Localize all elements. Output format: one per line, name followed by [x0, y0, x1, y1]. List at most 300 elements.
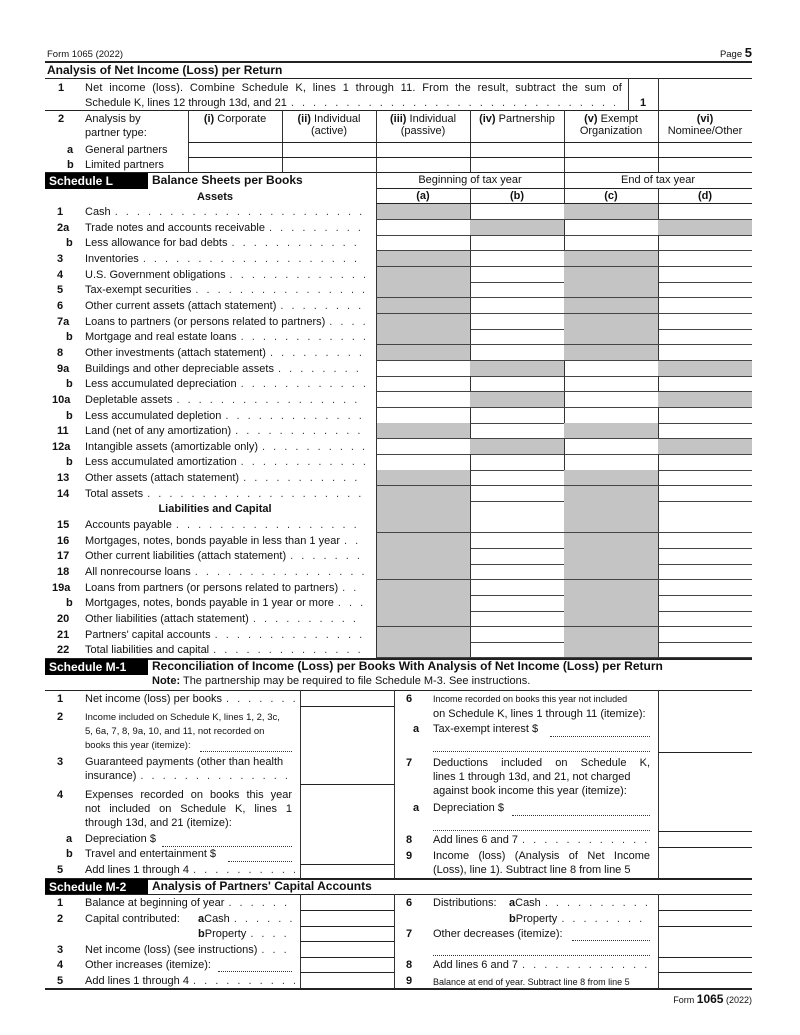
- line-number: a: [66, 833, 73, 845]
- line-number: 7a: [57, 315, 70, 328]
- amount-field[interactable]: [659, 753, 752, 831]
- m2-line1-text: Balance at beginning of year: [85, 897, 225, 909]
- amount-field[interactable]: [301, 707, 394, 784]
- line-number: 19a: [52, 581, 71, 594]
- partner-type-label: [282, 113, 376, 125]
- itemize-field[interactable]: [572, 940, 650, 941]
- schedule-l-row-label-text: Cash: [85, 206, 111, 218]
- balance-cell-b[interactable]: [470, 642, 565, 658]
- depreciation-field[interactable]: [512, 815, 650, 816]
- m1-line6: on Schedule K, lines 1 through 11 (itemize):: [433, 708, 646, 720]
- amount-field[interactable]: [301, 895, 394, 910]
- balance-cell-b: [470, 361, 565, 377]
- m1-depreciation-label: Depreciation $: [85, 833, 156, 845]
- amount-field[interactable]: [301, 973, 394, 988]
- dot-leader: [231, 237, 365, 250]
- dot-leader: [193, 975, 295, 988]
- balance-cell-d[interactable]: [658, 282, 752, 298]
- line-number: 6: [57, 299, 64, 312]
- m1-line7: against book income this year (itemize):: [433, 785, 627, 797]
- m2-line2b: [198, 928, 295, 941]
- balance-cell-d[interactable]: [658, 251, 752, 267]
- balance-cell-d: [658, 439, 752, 455]
- limited-partners-field[interactable]: [283, 158, 376, 172]
- balance-cell-c: [564, 548, 659, 564]
- schedule-m2-badge: Schedule M-2: [45, 879, 148, 895]
- dot-leader: [253, 613, 365, 626]
- m2-line6a: [509, 897, 650, 910]
- balance-cell-a: [376, 501, 471, 517]
- balance-cell-d: [658, 220, 752, 236]
- line-number: 5: [57, 864, 64, 876]
- m1-line1-text: Net income (loss) per books: [85, 693, 222, 705]
- schedule-l-row-label: [85, 488, 365, 501]
- balance-cell-d[interactable]: [658, 580, 752, 596]
- balance-cell-d[interactable]: [658, 298, 752, 314]
- schedule-l-row-label: [85, 644, 365, 657]
- schedule-l-row-label-text: Less accumulated depreciation: [85, 378, 237, 391]
- balance-cell-b: [470, 392, 565, 408]
- schedule-l-row-label-text: Partners' capital accounts: [85, 628, 211, 641]
- amount-field[interactable]: [301, 785, 394, 864]
- dot-leader: [280, 300, 365, 313]
- line1-text: Net income (loss). Combine Schedule K, lines 1 through 11. From the result, subtract the sum of: [85, 82, 622, 94]
- limited-partners-field[interactable]: [471, 158, 564, 172]
- balance-cell-b[interactable]: [470, 314, 565, 330]
- m1-line2: books this year (itemize):: [85, 740, 191, 751]
- balance-cell-b[interactable]: [470, 595, 565, 611]
- m1-line1: [85, 693, 295, 706]
- divider: [45, 690, 752, 691]
- divider: [394, 690, 395, 878]
- line-number: b: [66, 848, 73, 860]
- partner-type-header: [564, 113, 658, 137]
- dot-leader: [522, 959, 650, 972]
- line1-box-label: 1: [640, 97, 647, 109]
- line-number: a: [413, 723, 420, 735]
- schedule-l-row-label-text: Loans from partners (or persons related to partners): [85, 581, 339, 594]
- balance-cell-d[interactable]: [658, 486, 752, 502]
- amount-field[interactable]: [301, 691, 394, 706]
- amount-field[interactable]: [659, 691, 752, 752]
- roman-numeral: (i): [203, 113, 215, 125]
- balance-cell-c[interactable]: [564, 439, 659, 455]
- line2-label: Analysis by: [85, 113, 141, 125]
- schedule-m1-badge: Schedule M-1: [45, 659, 148, 675]
- schedule-l-row-label: [85, 206, 365, 219]
- balance-cell-b[interactable]: [470, 533, 565, 549]
- dot-leader: [329, 316, 365, 329]
- divider: [564, 172, 565, 188]
- amount-field[interactable]: [659, 973, 752, 988]
- m1-line3-b: [85, 770, 295, 783]
- dot-leader: [522, 834, 650, 847]
- schedule-l-row-label: [85, 519, 365, 532]
- m1-line3-b-text: insurance): [85, 770, 137, 782]
- dot-leader: [230, 269, 365, 282]
- m1-line9: (Loss), line 1). Subtract line 8 from line 5: [433, 864, 631, 876]
- dot-leader: [344, 535, 365, 548]
- dot-leader: [241, 378, 365, 391]
- m2-line4: Other increases (itemize):: [85, 959, 211, 971]
- dot-leader: [241, 456, 365, 469]
- balance-cell-d[interactable]: [658, 314, 752, 330]
- balance-cell-a: [376, 423, 471, 439]
- schedule-l-row-label-text: Mortgages, notes, bonds payable in 1 year or more: [85, 597, 334, 610]
- label: Corporate: [217, 113, 267, 125]
- m1-line8-text: Add lines 6 and 7: [433, 834, 519, 846]
- dot-leader: [342, 582, 365, 595]
- footer-form-label: [673, 993, 752, 1007]
- amount-field[interactable]: [659, 848, 752, 878]
- line-number: 2: [57, 913, 64, 925]
- line-number: 22: [57, 644, 70, 657]
- balance-cell-b[interactable]: [470, 517, 565, 533]
- dot-leader: [235, 425, 365, 438]
- balance-cell-d[interactable]: [658, 204, 752, 220]
- page-number-value: 5: [744, 45, 752, 60]
- balance-cell-d[interactable]: [658, 454, 752, 470]
- divider: [188, 142, 752, 143]
- general-partners-field[interactable]: [565, 143, 658, 157]
- divider: [45, 78, 752, 79]
- balance-cell-a: [376, 595, 471, 611]
- balance-cell-d[interactable]: [658, 548, 752, 564]
- balance-cell-b[interactable]: [470, 408, 565, 424]
- schedule-m1-note: [152, 675, 530, 688]
- line-number: 21: [57, 628, 70, 641]
- roman-numeral: (iv): [479, 113, 496, 125]
- line-letter: b: [67, 159, 74, 171]
- balance-cell-b[interactable]: [470, 329, 565, 345]
- balance-cell-b[interactable]: [470, 298, 565, 314]
- beginning-of-year-label: Beginning of tax year: [418, 174, 522, 186]
- divider: [376, 188, 377, 204]
- balance-cell-a[interactable]: [376, 392, 471, 408]
- itemize-line[interactable]: [433, 955, 650, 956]
- balance-cell-d[interactable]: [658, 267, 752, 283]
- balance-cell-b[interactable]: [470, 235, 565, 251]
- label: Individual: [409, 113, 457, 125]
- tax-exempt-field[interactable]: [550, 736, 650, 737]
- line-number: 1: [57, 693, 64, 705]
- line-number: 8: [406, 834, 413, 846]
- label: Exempt: [600, 113, 638, 125]
- schedule-l-row-label-text: Trade notes and accounts receivable: [85, 221, 265, 234]
- balance-cell-b[interactable]: [470, 345, 565, 361]
- balance-cell-d[interactable]: [658, 564, 752, 580]
- dot-leader: [290, 550, 365, 563]
- m1-line4: not included on Schedule K, lines 1: [85, 803, 292, 815]
- dot-leader: [243, 472, 365, 485]
- schedule-l-row-label-text: Less allowance for bad debts: [85, 237, 228, 250]
- m1-line4: through 13d, and 21 (itemize):: [85, 817, 232, 829]
- schedule-l-row-label-text: Mortgages, notes, bonds payable in less than 1 year: [85, 534, 340, 547]
- balance-cell-c[interactable]: [564, 392, 659, 408]
- balance-cell-d[interactable]: [658, 423, 752, 439]
- balance-cell-b[interactable]: [470, 548, 565, 564]
- balance-cell-c: [564, 533, 659, 549]
- m2-line3: [85, 944, 295, 957]
- balance-cell-d[interactable]: [658, 642, 752, 658]
- line-number: b: [66, 378, 73, 391]
- general-partners-field[interactable]: [283, 143, 376, 157]
- schedule-l-row-label: [85, 613, 365, 626]
- limited-partners-label: Limited partners: [85, 159, 164, 171]
- dot-leader: [193, 864, 295, 877]
- schedule-l-row-label: [85, 378, 365, 391]
- limited-partners-field[interactable]: [565, 158, 658, 172]
- balance-cell-d[interactable]: [658, 611, 752, 627]
- amount-field[interactable]: [659, 911, 752, 926]
- m2-line7: Other decreases (itemize):: [433, 928, 563, 940]
- balance-cell-b[interactable]: [470, 267, 565, 283]
- general-partners-field[interactable]: [189, 143, 282, 157]
- partner-type-header: [470, 113, 564, 125]
- schedule-l-title: Balance Sheets per Books: [152, 173, 303, 187]
- balance-cell-d[interactable]: [658, 595, 752, 611]
- schedule-l-row-label-text: Inventories: [85, 252, 139, 265]
- schedule-l-row-label: [85, 394, 365, 407]
- line-number: 18: [57, 566, 70, 579]
- balance-cell-c[interactable]: [564, 408, 659, 424]
- schedule-m2-title: Analysis of Partners' Capital Accounts: [152, 879, 372, 893]
- divider: [628, 78, 629, 110]
- line-number: 7: [406, 928, 413, 940]
- line-number: 7: [406, 757, 413, 769]
- dot-leader: [545, 897, 650, 910]
- balance-cell-b[interactable]: [470, 611, 565, 627]
- dot-leader: [215, 629, 365, 642]
- balance-cell-b[interactable]: [470, 564, 565, 580]
- balance-cell-a[interactable]: [376, 454, 471, 470]
- dot-leader: [261, 944, 295, 957]
- balance-cell-c: [564, 282, 659, 298]
- balance-cell-a: [376, 251, 471, 267]
- schedule-l-row-label: [85, 331, 365, 344]
- schedule-l-row-label-text: Mortgage and real estate loans: [85, 331, 237, 344]
- col-a-header: (a): [416, 190, 430, 202]
- amount-field[interactable]: [659, 895, 752, 910]
- label-line-2: Organization: [579, 125, 643, 137]
- balance-cell-a: [376, 282, 471, 298]
- dot-leader: [143, 253, 365, 266]
- itemize-line[interactable]: [200, 751, 292, 752]
- balance-cell-a: [376, 345, 471, 361]
- balance-cell-b[interactable]: [470, 423, 565, 439]
- balance-cell-d[interactable]: [658, 329, 752, 345]
- note-label: Note:: [152, 675, 181, 687]
- balance-cell-b[interactable]: [470, 501, 565, 517]
- liabilities-header: Liabilities and Capital: [158, 503, 272, 516]
- balance-cell-c: [564, 580, 659, 596]
- balance-cell-c: [564, 298, 659, 314]
- schedule-l-row-label-text: Accounts payable: [85, 519, 172, 532]
- balance-cell-b[interactable]: [470, 627, 565, 643]
- balance-cell-c: [564, 251, 659, 267]
- roman-numeral: (ii): [297, 113, 311, 125]
- balance-cell-d[interactable]: [658, 235, 752, 251]
- m1-line7: Deductions included on Schedule K,: [433, 757, 650, 769]
- m1-tax-exempt-label: Tax-exempt interest $: [433, 723, 539, 735]
- balance-cell-a[interactable]: [376, 220, 471, 236]
- balance-cell-b[interactable]: [470, 204, 565, 220]
- balance-cell-b[interactable]: [470, 376, 565, 392]
- line-number: b: [66, 456, 73, 469]
- schedule-l-row-label: [85, 472, 365, 485]
- m2-line3-text: Net income (loss) (see instructions): [85, 944, 258, 956]
- dot-leader: [176, 519, 365, 532]
- general-partners-field[interactable]: [471, 143, 564, 157]
- amount-field[interactable]: [301, 927, 394, 941]
- balance-cell-a[interactable]: [376, 439, 471, 455]
- balance-cell-b[interactable]: [470, 486, 565, 502]
- m2-line6-label: Distributions:: [433, 897, 497, 909]
- balance-cell-c: [564, 595, 659, 611]
- schedule-l-row-label-text: Less accumulated amortization: [85, 456, 237, 469]
- balance-cell-c[interactable]: [564, 454, 659, 470]
- limited-partners-field[interactable]: [659, 158, 752, 172]
- schedule-l-row-label: [85, 410, 365, 423]
- m1-line6: Income recorded on books this year not included: [433, 694, 628, 704]
- line-number: 9a: [57, 362, 70, 375]
- line1-net-income-field[interactable]: [659, 79, 752, 110]
- divider: [394, 894, 395, 988]
- partner-type-label: [376, 113, 470, 125]
- balance-cell-b[interactable]: [470, 470, 565, 486]
- balance-cell-a[interactable]: [376, 376, 471, 392]
- m1-line8: [433, 834, 650, 847]
- divider: [188, 157, 752, 158]
- schedule-l-row-label: [85, 550, 365, 563]
- schedule-l-row-label: [85, 269, 365, 282]
- balance-cell-a: [376, 533, 471, 549]
- balance-cell-d[interactable]: [658, 470, 752, 486]
- dot-leader: [250, 928, 295, 941]
- m2-line6b-text: Property: [515, 913, 558, 925]
- amount-field[interactable]: [301, 958, 394, 972]
- dot-leader: [262, 441, 365, 454]
- balance-cell-c[interactable]: [564, 376, 659, 392]
- schedule-l-row-label: [85, 237, 365, 250]
- m2-line1: [85, 897, 295, 910]
- m1-line5: [85, 864, 295, 877]
- balance-cell-c: [564, 564, 659, 580]
- balance-cell-a[interactable]: [376, 235, 471, 251]
- m2-line2a: [198, 913, 295, 926]
- balance-cell-a: [376, 611, 471, 627]
- partner-type-label: [564, 113, 658, 125]
- partner-type-header: [188, 113, 282, 125]
- line-number: b: [66, 331, 73, 344]
- balance-cell-d[interactable]: [658, 408, 752, 424]
- balance-cell-a: [376, 486, 471, 502]
- balance-cell-a[interactable]: [376, 361, 471, 377]
- dot-leader: [115, 206, 365, 219]
- line1-text-b: Schedule K, lines 12 through 13d, and 21: [85, 97, 287, 109]
- balance-cell-b: [470, 439, 565, 455]
- roman-numeral: (v): [584, 113, 598, 125]
- line-number: 9: [406, 975, 413, 987]
- balance-cell-a[interactable]: [376, 408, 471, 424]
- limited-partners-field[interactable]: [189, 158, 282, 172]
- balance-cell-b[interactable]: [470, 580, 565, 596]
- balance-cell-c: [564, 627, 659, 643]
- balance-cell-d[interactable]: [658, 533, 752, 549]
- general-partners-field[interactable]: [659, 143, 752, 157]
- itemize-line[interactable]: [433, 751, 650, 752]
- limited-partners-field[interactable]: [377, 158, 470, 172]
- balance-cell-a: [376, 298, 471, 314]
- label: Individual: [314, 113, 361, 125]
- line-letter: b: [509, 913, 516, 925]
- line-letter: a: [67, 144, 74, 156]
- amount-field[interactable]: [659, 927, 752, 957]
- line-number: 2: [58, 113, 65, 125]
- m1-line2: Income included on Schedule K, lines 1, 2, 3c,: [85, 712, 280, 723]
- line-number: 4: [57, 959, 64, 971]
- balance-cell-b[interactable]: [470, 454, 565, 470]
- divider: [376, 172, 377, 188]
- dot-leader: [195, 284, 365, 297]
- line-number: 9: [406, 850, 413, 862]
- amount-field[interactable]: [659, 958, 752, 972]
- line-number: 1: [57, 897, 64, 909]
- line-number: 17: [57, 550, 70, 563]
- amount-field[interactable]: [659, 832, 752, 847]
- balance-cell-c[interactable]: [564, 235, 659, 251]
- travel-field[interactable]: [228, 861, 292, 862]
- general-partners-field[interactable]: [377, 143, 470, 157]
- dot-leader: [225, 410, 365, 423]
- amount-field[interactable]: [301, 911, 394, 926]
- balance-cell-a: [376, 314, 471, 330]
- m2-line6b: [509, 913, 650, 926]
- balance-cell-b[interactable]: [470, 251, 565, 267]
- balance-cell-a: [376, 329, 471, 345]
- m1-line5-text: Add lines 1 through 4: [85, 864, 189, 876]
- m1-line9: Income (loss) (Analysis of Net Income: [433, 850, 650, 862]
- balance-cell-b[interactable]: [470, 282, 565, 298]
- dot-leader: [278, 363, 365, 376]
- balance-cell-d[interactable]: [658, 345, 752, 361]
- schedule-l-row-label: [85, 535, 365, 548]
- itemize-line[interactable]: [433, 830, 650, 831]
- depreciation-field[interactable]: [162, 846, 292, 847]
- schedule-l-row-label-text: Total liabilities and capital: [85, 644, 210, 657]
- line2-label-2: partner type:: [85, 127, 147, 139]
- balance-cell-d[interactable]: [658, 376, 752, 392]
- balance-cell-c: [564, 423, 659, 439]
- end-of-year-label: End of tax year: [621, 174, 695, 186]
- balance-cell-d[interactable]: [658, 517, 752, 533]
- line-number: 4: [57, 789, 64, 801]
- amount-field[interactable]: [301, 865, 394, 878]
- schedule-l-row-label: [85, 597, 365, 610]
- balance-cell-c[interactable]: [564, 220, 659, 236]
- balance-cell-d[interactable]: [658, 501, 752, 517]
- balance-cell-c[interactable]: [564, 361, 659, 377]
- balance-cell-d[interactable]: [658, 627, 752, 643]
- itemize-field[interactable]: [218, 971, 292, 972]
- schedule-l-row-label: [85, 222, 365, 235]
- schedule-l-row-label: [85, 363, 365, 376]
- amount-field[interactable]: [301, 942, 394, 957]
- balance-cell-d: [658, 392, 752, 408]
- m1-travel-label: Travel and entertainment $: [85, 848, 217, 860]
- note-text: The partnership may be required to file Schedule M-3. See instructions.: [182, 675, 531, 687]
- m1-depreciation-label: Depreciation $: [433, 802, 504, 814]
